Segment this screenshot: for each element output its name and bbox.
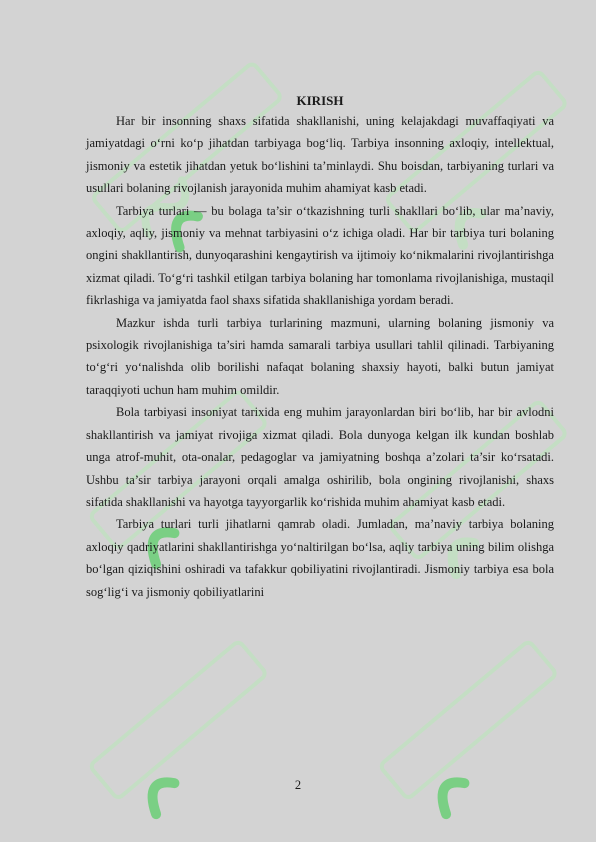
paragraph-5: Tarbiya turlari turli jihatlarni qamrab oladi. Jumladan, ma’naviy tarbiya bolaning axloqiy qadriyatlarini shakllantirishga yo‘naltirilgan bo‘lsa, aqliy tarbiya uning bilim olishga bo‘lgan qiziqishini oshiradi va tafakkur qobiliyatini rivojlantiradi. Jismoniy tarbiya esa bola sog‘lig‘i va jismoniy qobiliyatlarini (86, 517, 554, 599)
paragraph-1: Har bir insonning shaxs sifatida shakllanishi, uning kelajakdagi muvaffaqiyati va jamiyatdagi o‘rni ko‘p jihatdan tarbiyaga bog‘liq. Tarbiya insonning axloqiy, intellektual, jismoniy va estetik jihatdan yetuk bo‘lishini ta’minlaydi. Shu boisdan, tarbiyaning turlari va usullari bolaning rivojlanish jarayonida muhim ahamiyat kasb etadi. (86, 114, 554, 196)
watermark-logo-bottom-right (350, 610, 580, 830)
paragraph-3: Mazkur ishda turli tarbiya turlarining mazmuni, ularning bolaning jismoniy va psixologik rivojlanishiga ta’siri hamda samarali tarbiya usullari tahlil qilinadi. Tarbiyaning to‘g‘ri yo‘nalishda olib borilishi nafaqat bolaning shaxsiy hayoti, balki butun jamiyat taraqqiyoti uchun ham muhim omildir. (86, 315, 554, 397)
watermark-logo-bottom-left (60, 610, 290, 830)
paragraph-2: Tarbiya turlari — bu bolaga ta’sir o‘tkazishning turli shakllari bo‘lib, ular ma’naviy, axloqiy, aqliy, jismoniy va mehnat tarbiyasini o‘z ichiga oladi. Har bir tarbiya turi bolaning ongini shakllantirish, dunyoqarashini kengaytirish va ijtimoiy ko‘nikmalarini rivojlantirishga xizmat qiladi. To‘g‘ri tashkil etilgan tarbiya bolaning har tomonlama rivojlanishiga, mustaqil fikrlashiga va jamiyatda faol shaxs sifatida shakllanishiga yordam beradi. (86, 203, 554, 308)
document-body (86, 92, 554, 603)
paragraph-4: Bola tarbiyasi insoniyat tarixida eng muhim jarayonlardan biri bo‘lib, har bir avlodni shakllantirish va jamiyat rivojiga xizmat qiladi. Bola dunyoga kelgan ilk kundan boshlab unga atrof-muhit, ota-onalar, pedagoglar va jamiyatning boshqa a’zolari ta’sir ko‘rsatadi. Ushbu ta’sir tarbiya jarayoni orqali amalga oshirilib, bola ongining rivojlanishi, shaxs sifatida shakllanishi va hayotga tayyorgarlik ko‘rishida muhim ahamiyat kasb etadi. (86, 405, 554, 509)
page-number: 2 (294, 778, 302, 792)
section-heading: KIRISH (296, 93, 344, 108)
